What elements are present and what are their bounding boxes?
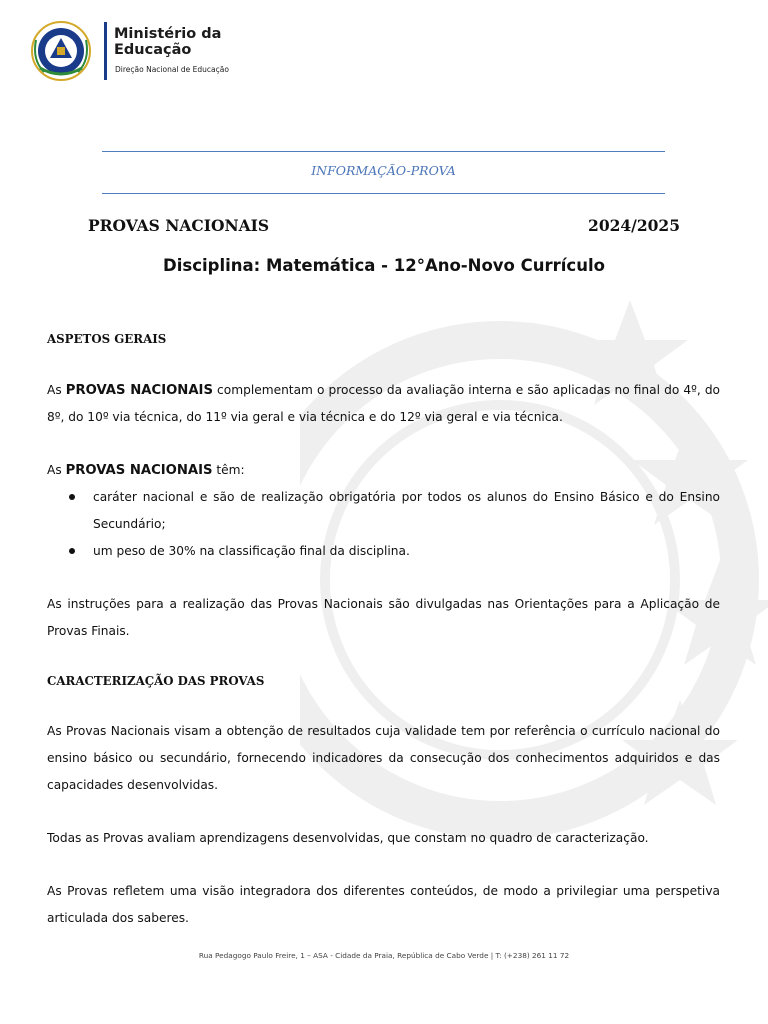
paragraph-4: As Provas Nacionais visam a obtenção de resultados cuja validade tem por referência o currículo nacional do ensino básico ou secundário, fornecendo indicadores da consecução dos conhecimentos adquiridos e das capacidades desenvolvidas. <box>47 724 720 792</box>
provas-nacionais-emphasis: PROVAS NACIONAIS <box>65 463 213 478</box>
top-rule <box>102 151 665 152</box>
paragraph-1: As PROVAS NACIONAIS complementam o processo da avaliação interna e são aplicadas no final do 4º, do 8º, do 10º via técnica, do 11º via geral e via técnica e do 12º via geral e via técnica. <box>47 383 721 424</box>
school-year: 2024/2025 <box>588 216 680 235</box>
cabo-verde-seal-icon <box>30 20 92 82</box>
paragraph-5: Todas as Provas avaliam aprendizagens desenvolvidas, que constam no quadro de caracterização. <box>47 831 649 845</box>
list-item: caráter nacional e são de realização obrigatória por todos os alunos do Ensino Básico e do Ensino Secundário; <box>47 484 720 538</box>
bullet-icon <box>69 494 75 500</box>
section-title-aspetos: ASPETOS GERAIS <box>47 332 167 346</box>
logo-divider <box>104 22 107 80</box>
provas-nacionais-emphasis: PROVAS NACIONAIS <box>65 383 213 398</box>
paragraph-2: As PROVAS NACIONAIS têm: <box>47 463 245 478</box>
info-title: INFORMAÇÃO-PROVA <box>311 163 456 178</box>
paragraph-6: As Provas refletem uma visão integradora dos diferentes conteúdos, de modo a privilegiar uma perspetiva articulada dos saberes. <box>47 884 720 925</box>
section-title-caracterizacao: CARACTERIZAÇÃO DAS PROVAS <box>47 674 265 688</box>
exam-type-heading: PROVAS NACIONAIS <box>88 216 270 235</box>
bullet-icon <box>69 548 75 554</box>
footer-address: Rua Pedagogo Paulo Freire, 1 – ASA - Cidade da Praia, República de Cabo Verde | T: (+238) 261 11 72 <box>198 951 570 960</box>
ministry-subtitle: Direção Nacional de Educação <box>115 65 229 74</box>
bullet-list <box>47 484 720 565</box>
ministry-name: Ministério da Educação <box>114 26 222 58</box>
coat-of-arms-watermark <box>300 280 768 900</box>
bottom-rule <box>102 193 665 194</box>
list-item: um peso de 30% na classificação final da disciplina. <box>47 538 720 565</box>
paragraph-3: As instruções para a realização das Provas Nacionais são divulgadas nas Orientações para a Aplicação de Provas Finais. <box>47 597 720 638</box>
ministry-logo <box>30 18 240 84</box>
discipline-heading: Disciplina: Matemática - 12°Ano-Novo Currículo <box>163 256 605 275</box>
